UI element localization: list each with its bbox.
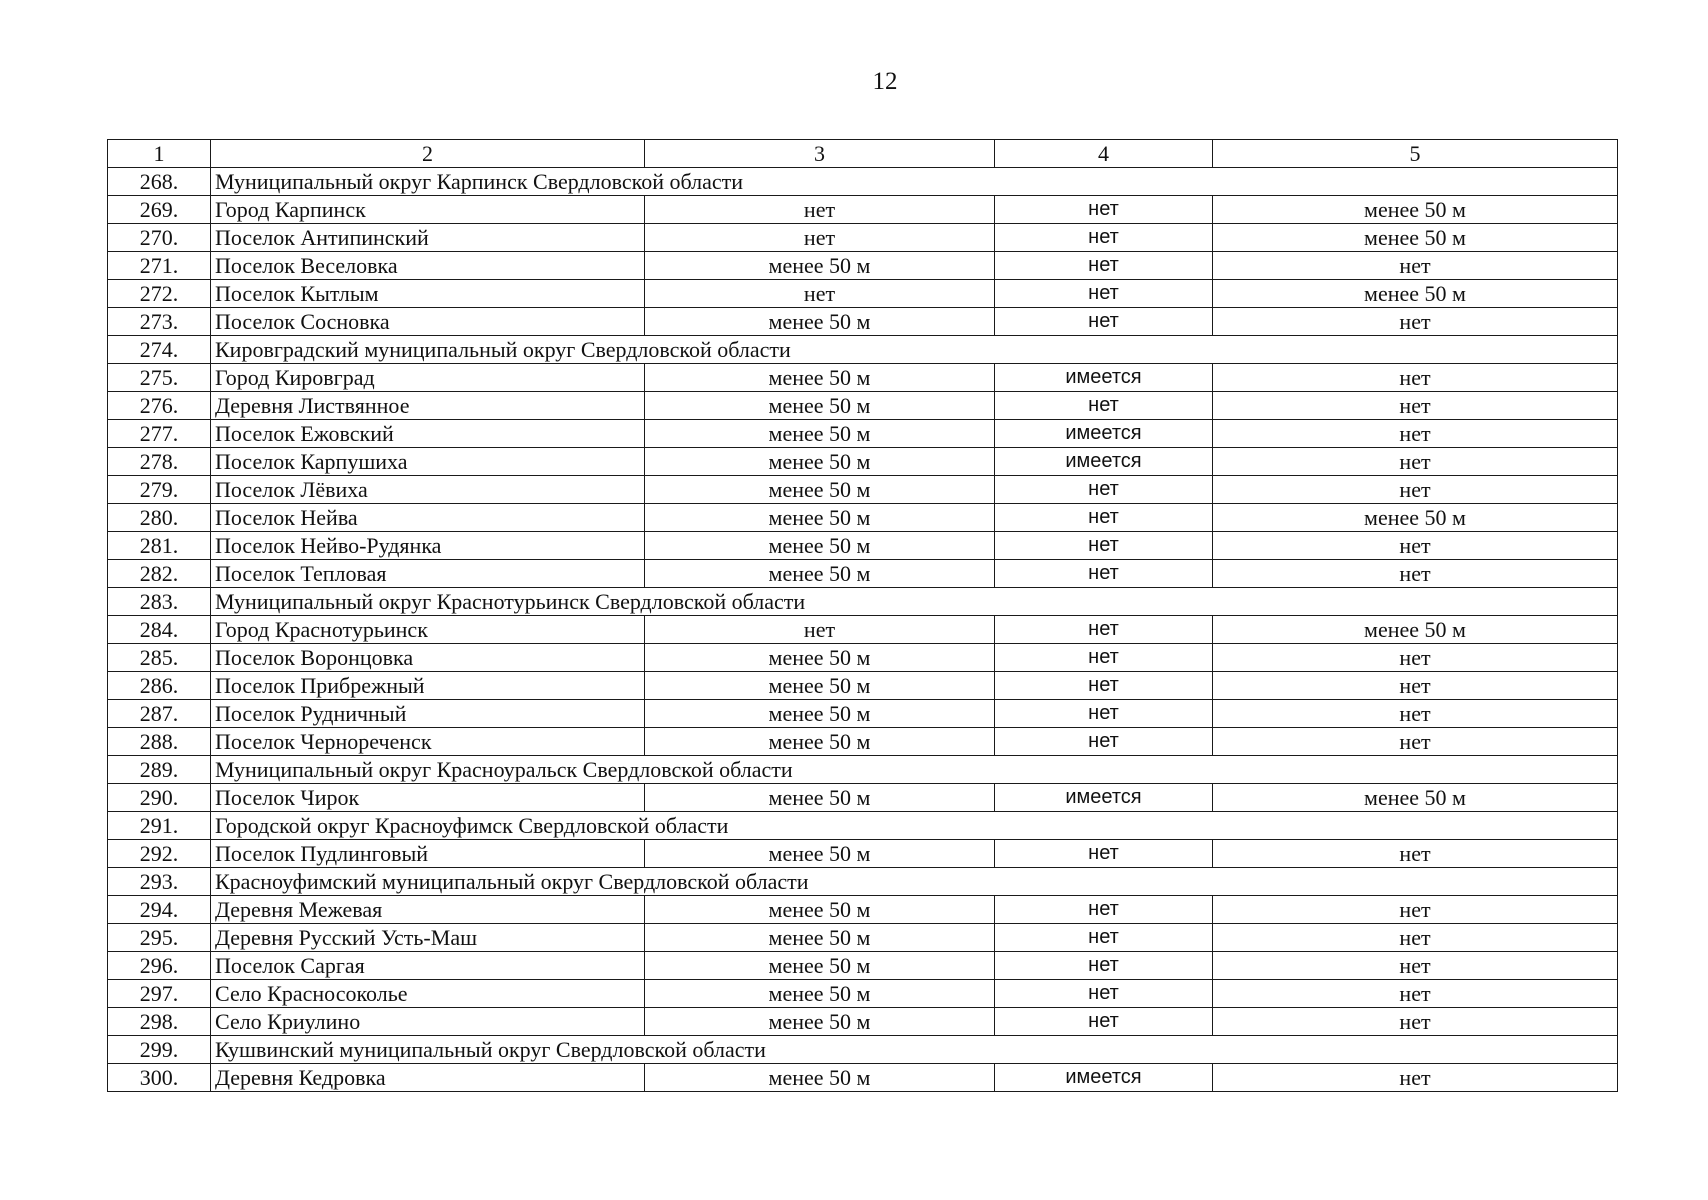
settlements-table [107,139,1618,1092]
column-3-value: менее 50 м [645,448,995,476]
table-row [108,392,1618,420]
row-number: 295. [108,924,211,952]
column-3-value: менее 50 м [645,364,995,392]
column-4-value: нет [995,952,1213,980]
column-3-value: менее 50 м [645,728,995,756]
municipality-name: Кушвинский муниципальный округ Свердловской области [211,1036,1618,1064]
group-row [108,336,1618,364]
row-number: 269. [108,196,211,224]
column-5-value: нет [1213,728,1618,756]
row-number: 271. [108,252,211,280]
column-5-value: нет [1213,700,1618,728]
municipality-name: Муниципальный округ Красноуральск Свердловской области [211,756,1618,784]
municipality-name: Городской округ Красноуфимск Свердловской области [211,812,1618,840]
row-number: 273. [108,308,211,336]
table-row [108,840,1618,868]
column-5-value: нет [1213,476,1618,504]
column-4-value: нет [995,728,1213,756]
settlement-name: Поселок Карпушиха [211,448,645,476]
column-4-value: нет [995,196,1213,224]
column-4-value: нет [995,504,1213,532]
row-number: 280. [108,504,211,532]
column-3-value: менее 50 м [645,532,995,560]
column-header-2: 2 [211,140,645,168]
column-5-value: менее 50 м [1213,784,1618,812]
column-3-value: нет [645,616,995,644]
column-4-value: нет [995,1008,1213,1036]
row-number: 274. [108,336,211,364]
group-row [108,756,1618,784]
settlement-name: Поселок Пудлинговый [211,840,645,868]
table-row [108,532,1618,560]
table-row [108,700,1618,728]
row-number: 297. [108,980,211,1008]
row-number: 285. [108,644,211,672]
column-4-value: имеется [995,448,1213,476]
row-number: 283. [108,588,211,616]
table-row [108,644,1618,672]
column-5-value: менее 50 м [1213,224,1618,252]
column-5-value: нет [1213,252,1618,280]
column-3-value: менее 50 м [645,252,995,280]
column-5-value: нет [1213,644,1618,672]
settlement-name: Поселок Нейва [211,504,645,532]
column-5-value: нет [1213,896,1618,924]
table-row [108,476,1618,504]
table-row [108,560,1618,588]
column-5-value: нет [1213,1064,1618,1092]
column-4-value: нет [995,392,1213,420]
municipality-name: Кировградский муниципальный округ Свердловской области [211,336,1618,364]
column-4-value: нет [995,644,1213,672]
column-4-value: нет [995,896,1213,924]
column-5-value: нет [1213,392,1618,420]
column-4-value: нет [995,252,1213,280]
column-5-value: менее 50 м [1213,504,1618,532]
column-3-value: менее 50 м [645,420,995,448]
group-row [108,168,1618,196]
settlement-name: Поселок Чернореченск [211,728,645,756]
column-4-value: нет [995,672,1213,700]
row-number: 287. [108,700,211,728]
settlement-name: Деревня Русский Усть-Маш [211,924,645,952]
column-5-value: нет [1213,448,1618,476]
table-row [108,672,1618,700]
table-row [108,1064,1618,1092]
column-5-value: нет [1213,980,1618,1008]
row-number: 291. [108,812,211,840]
column-4-value: имеется [995,364,1213,392]
settlement-name: Поселок Ежовский [211,420,645,448]
column-4-value: имеется [995,784,1213,812]
column-4-value: нет [995,224,1213,252]
row-number: 282. [108,560,211,588]
table-row [108,616,1618,644]
column-4-value: нет [995,616,1213,644]
table-row [108,952,1618,980]
table-row [108,896,1618,924]
table-row [108,224,1618,252]
settlement-name: Поселок Чирок [211,784,645,812]
group-row [108,1036,1618,1064]
column-3-value: менее 50 м [645,896,995,924]
column-3-value: нет [645,280,995,308]
row-number: 275. [108,364,211,392]
column-3-value: менее 50 м [645,980,995,1008]
row-number: 293. [108,868,211,896]
column-5-value: менее 50 м [1213,280,1618,308]
column-3-value: менее 50 м [645,308,995,336]
table-row [108,504,1618,532]
column-3-value: нет [645,224,995,252]
column-3-value: менее 50 м [645,560,995,588]
column-3-value: менее 50 м [645,392,995,420]
column-4-value: нет [995,280,1213,308]
settlement-name: Поселок Веселовка [211,252,645,280]
column-5-value: нет [1213,420,1618,448]
settlement-name: Деревня Межевая [211,896,645,924]
row-number: 299. [108,1036,211,1064]
settlement-name: Поселок Антипинский [211,224,645,252]
row-number: 300. [108,1064,211,1092]
column-4-value: имеется [995,420,1213,448]
column-5-value: нет [1213,364,1618,392]
column-4-value: нет [995,980,1213,1008]
column-4-value: нет [995,476,1213,504]
column-5-value: нет [1213,952,1618,980]
table-row [108,196,1618,224]
row-number: 290. [108,784,211,812]
group-row [108,868,1618,896]
column-5-value: нет [1213,560,1618,588]
table-row [108,280,1618,308]
column-4-value: нет [995,532,1213,560]
column-3-value: менее 50 м [645,924,995,952]
row-number: 272. [108,280,211,308]
table-row [108,728,1618,756]
settlement-name: Деревня Кедровка [211,1064,645,1092]
row-number: 278. [108,448,211,476]
group-row [108,812,1618,840]
row-number: 292. [108,840,211,868]
row-number: 288. [108,728,211,756]
table-row [108,420,1618,448]
row-number: 277. [108,420,211,448]
table-row [108,980,1618,1008]
row-number: 279. [108,476,211,504]
column-5-value: нет [1213,924,1618,952]
column-3-value: менее 50 м [645,952,995,980]
table-header-row [108,140,1618,168]
settlement-name: Поселок Лёвиха [211,476,645,504]
column-3-value: менее 50 м [645,840,995,868]
municipality-name: Муниципальный округ Карпинск Свердловской области [211,168,1618,196]
column-4-value: нет [995,700,1213,728]
settlement-name: Поселок Нейво-Рудянка [211,532,645,560]
row-number: 281. [108,532,211,560]
column-3-value: менее 50 м [645,700,995,728]
municipality-name: Муниципальный округ Краснотурьинск Свердловской области [211,588,1618,616]
column-3-value: менее 50 м [645,672,995,700]
column-3-value: менее 50 м [645,1008,995,1036]
column-header-1: 1 [108,140,211,168]
table-row [108,448,1618,476]
settlement-name: Город Краснотурьинск [211,616,645,644]
settlement-name: Деревня Листвянное [211,392,645,420]
column-4-value: нет [995,560,1213,588]
settlement-name: Город Кировград [211,364,645,392]
column-3-value: менее 50 м [645,644,995,672]
column-header-4: 4 [995,140,1213,168]
settlement-name: Поселок Рудничный [211,700,645,728]
column-5-value: нет [1213,532,1618,560]
column-5-value: нет [1213,1008,1618,1036]
row-number: 268. [108,168,211,196]
group-row [108,588,1618,616]
row-number: 296. [108,952,211,980]
row-number: 294. [108,896,211,924]
column-3-value: менее 50 м [645,504,995,532]
row-number: 276. [108,392,211,420]
table-row [108,308,1618,336]
settlement-name: Город Карпинск [211,196,645,224]
column-header-5: 5 [1213,140,1618,168]
table-row [108,924,1618,952]
table-row [108,1008,1618,1036]
column-4-value: нет [995,924,1213,952]
column-5-value: менее 50 м [1213,616,1618,644]
settlement-name: Село Красносоколье [211,980,645,1008]
column-4-value: нет [995,308,1213,336]
column-5-value: менее 50 м [1213,196,1618,224]
settlement-name: Поселок Тепловая [211,560,645,588]
table-row [108,364,1618,392]
settlement-name: Поселок Кытлым [211,280,645,308]
column-4-value: нет [995,840,1213,868]
row-number: 298. [108,1008,211,1036]
row-number: 284. [108,616,211,644]
page-number: 12 [872,68,898,95]
settlement-name: Поселок Сосновка [211,308,645,336]
row-number: 289. [108,756,211,784]
column-3-value: менее 50 м [645,1064,995,1092]
column-5-value: нет [1213,840,1618,868]
settlement-name: Село Криулино [211,1008,645,1036]
row-number: 270. [108,224,211,252]
settlement-name: Поселок Воронцовка [211,644,645,672]
column-5-value: нет [1213,672,1618,700]
column-header-3: 3 [645,140,995,168]
table-row [108,252,1618,280]
column-5-value: нет [1213,308,1618,336]
row-number: 286. [108,672,211,700]
column-3-value: менее 50 м [645,476,995,504]
settlement-name: Поселок Прибрежный [211,672,645,700]
column-3-value: нет [645,196,995,224]
settlement-name: Поселок Саргая [211,952,645,980]
table-row [108,784,1618,812]
column-3-value: менее 50 м [645,784,995,812]
municipality-name: Красноуфимский муниципальный округ Свердловской области [211,868,1618,896]
column-4-value: имеется [995,1064,1213,1092]
